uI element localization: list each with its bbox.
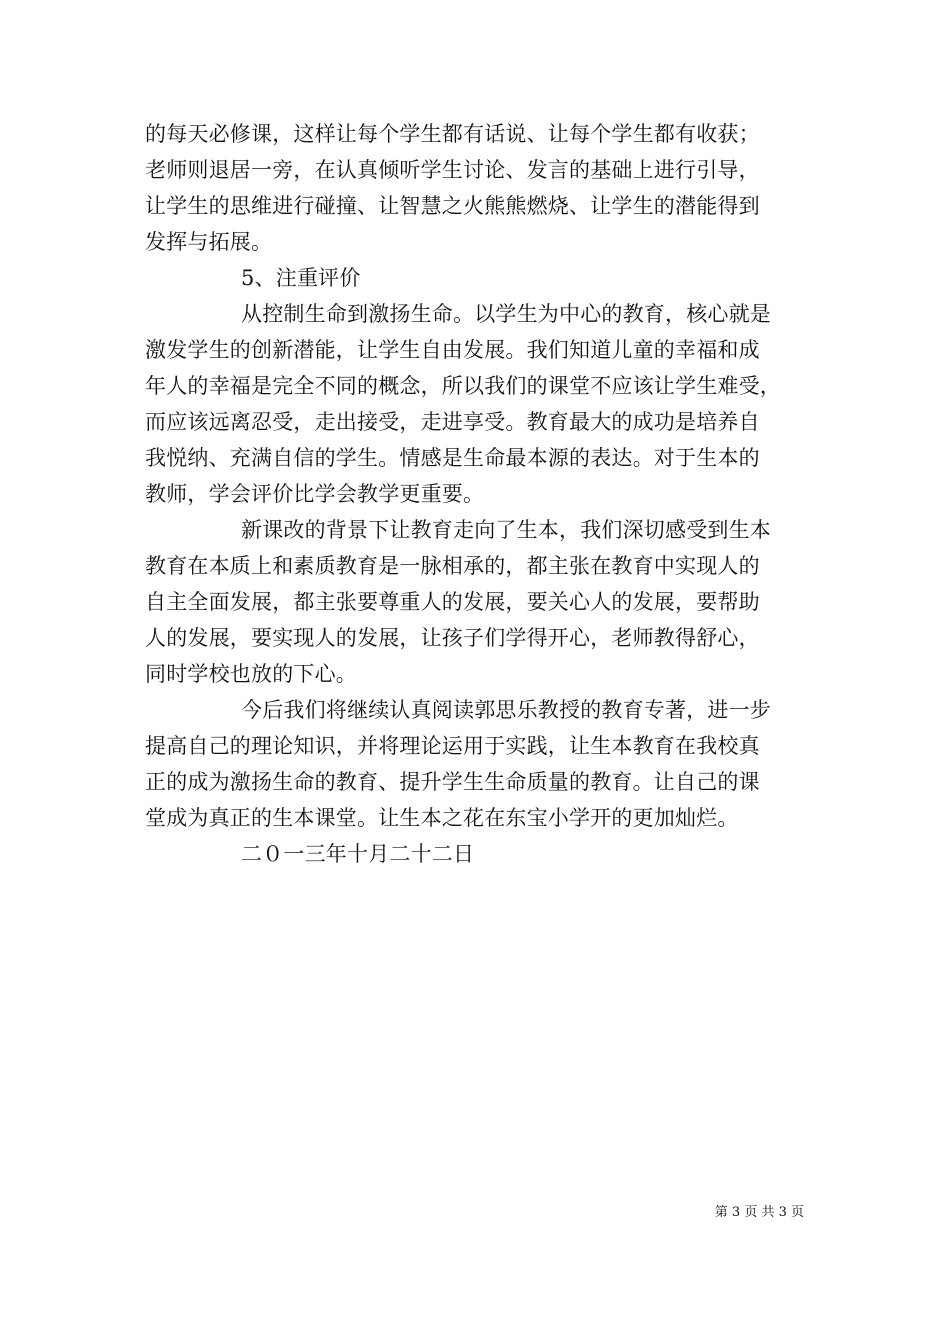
text-line: 发挥与拓展。 [145,230,273,254]
text-line: 堂成为真正的生本课堂。让生本之花在东宝小学开的更加灿烂。 [145,806,739,830]
text-line: 同时学校也放的下心。 [145,662,357,686]
text-line: 老师则退居一旁，在认真倾听学生讨论、发言的基础上进行引导， [145,158,760,182]
paragraph-first-line: 今后我们将继续认真阅读郭思乐教授的教育专著，进一步 [241,698,771,722]
text-line: 教师，学会评价比学会教学更重要。 [145,482,485,506]
paragraph-first-line: 新课改的背景下让教育走向了生本，我们深切感受到生本 [241,518,771,542]
text-line: 教育在本质上和素质教育是一脉相承的，都主张在教育中实现人的 [145,554,760,578]
text-line: 提高自己的理论知识，并将理论运用于实践，让生本教育在我校真 [145,734,760,758]
section-heading: 5、注重评价 [241,266,361,290]
text-line: 激发学生的创新潜能，让学生自由发展。我们知道儿童的幸福和成 [145,338,760,362]
text-line: 让学生的思维进行碰撞、让智慧之火熊熊燃烧、让学生的潜能得到 [145,194,760,218]
text-line: 年人的幸福是完全不同的概念，所以我们的课堂不应该让学生难受， [145,374,781,398]
text-line: 正的成为激扬生命的教育、提升学生生命质量的教育。让自己的课 [145,770,760,794]
text-line: 自主全面发展，都主张要尊重人的发展，要关心人的发展，要帮助 [145,590,760,614]
document-body [145,116,815,872]
text-line: 而应该远离忍受，走出接受，走进享受。教育最大的成功是培养自 [145,410,760,434]
paragraph-first-line: 从控制生命到激扬生命。以学生为中心的教育，核心就是 [241,302,771,326]
text-line: 我悦纳、充满自信的学生。情感是生命最本源的表达。对于生本的 [145,446,760,470]
text-line: 的每天必修课，这样让每个学生都有话说、让每个学生都有收获； [145,122,760,146]
document-date: 二０一三年十月二十二日 [241,842,475,866]
page-number-footer: 第 3 页 共 3 页 [714,1205,804,1220]
text-line: 人的发展，要实现人的发展，让孩子们学得开心，老师教得舒心， [145,626,760,650]
